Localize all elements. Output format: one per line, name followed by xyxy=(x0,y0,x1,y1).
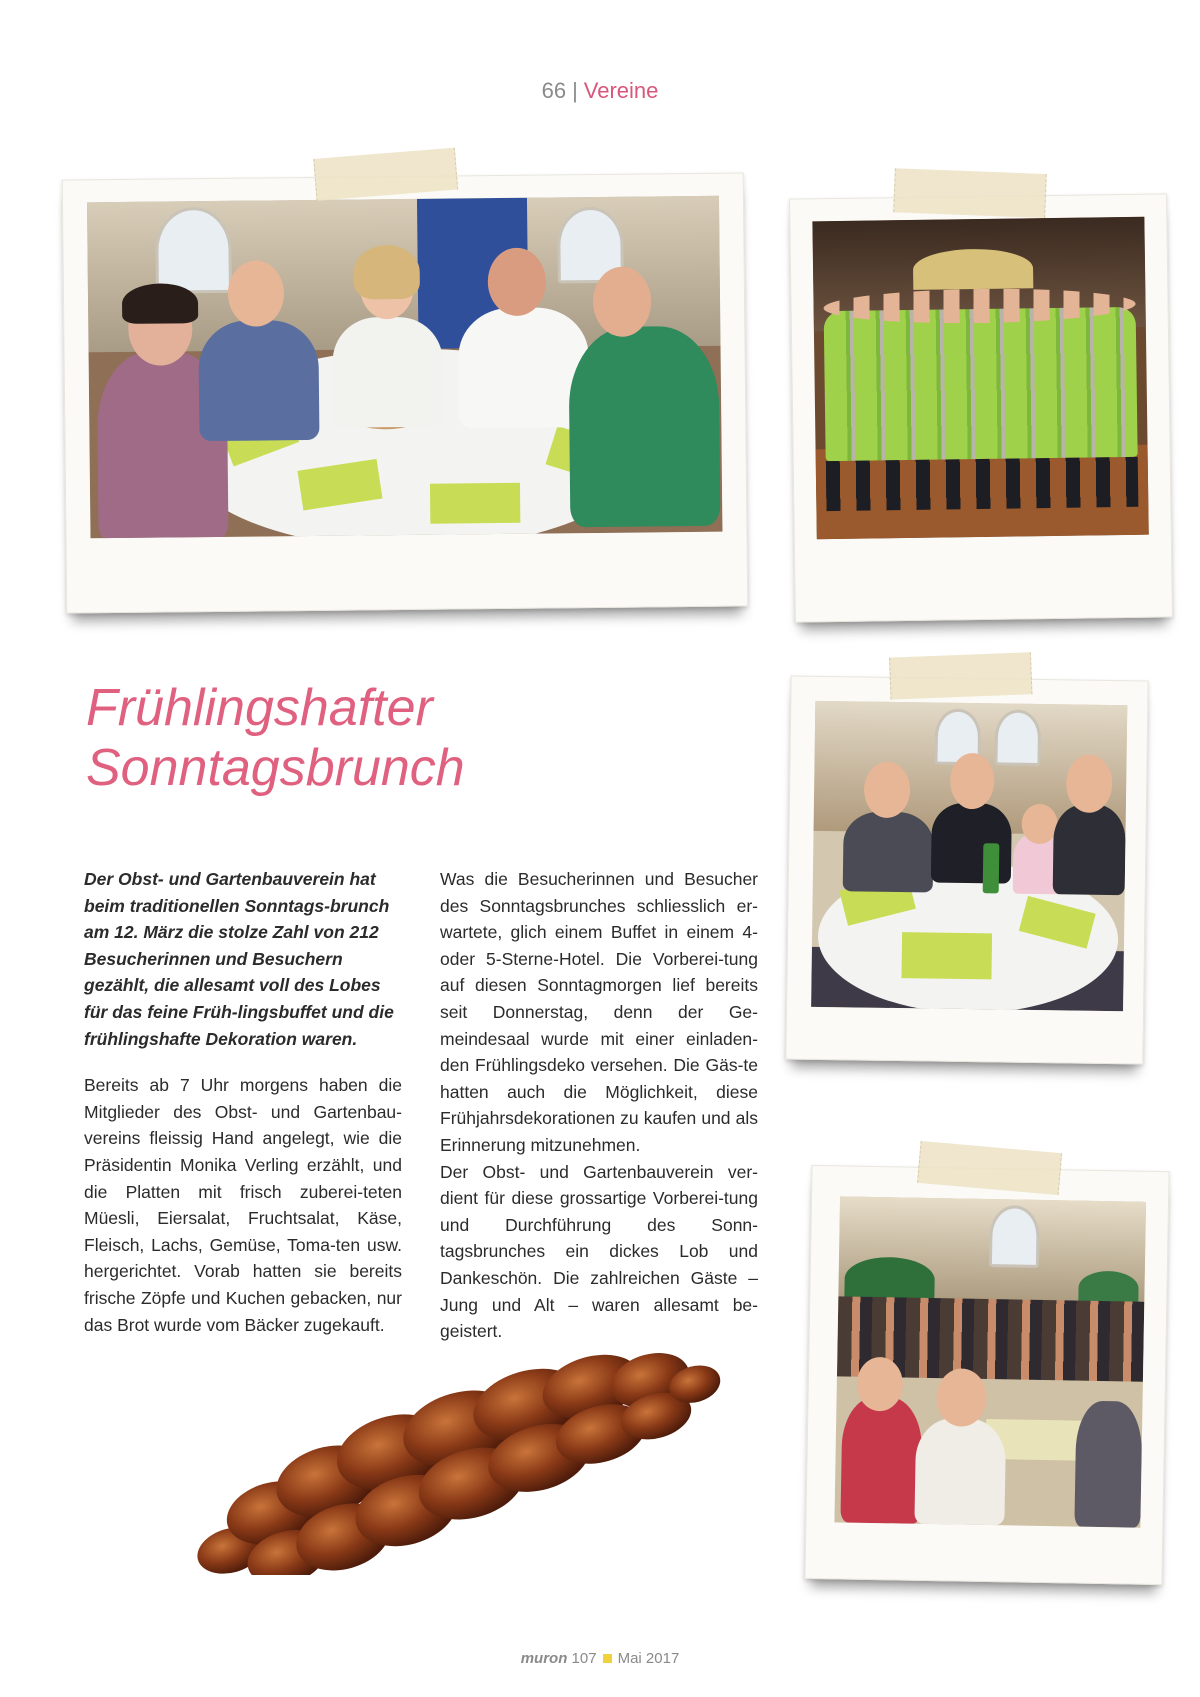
photo-group-volunteers-image xyxy=(812,217,1148,540)
issue-date: Mai 2017 xyxy=(617,1650,680,1667)
photo-brunch-table-image xyxy=(87,196,722,539)
photo-hall-guests-image xyxy=(834,1196,1146,1527)
section-name: Vereine xyxy=(583,78,659,103)
article-title xyxy=(86,678,686,798)
photo-family-table-image xyxy=(811,701,1127,1011)
article-lead: Der Obst- und Gartenbauverein hat beim traditionellen Sonntags-brunch am 12. März die stolze Zahl von 212 Besucherinnen und Besuchern gezählt, die allesamt voll des Lobes für das feine Früh-lingsbuffet und die frühlingshafte Dekoration waren. xyxy=(84,869,394,1049)
tape-strip xyxy=(313,148,458,201)
article-paragraph-3: Der Obst- und Gartenbauverein ver-dient für diese grossartige Vorberei-tung und Durchführung des Sonn-tagsbrunches ein dickes Lob und Dankeschön. Die zahlreichen Gäste – Jung und Alt – waren allesamt be-geistert. xyxy=(440,1161,758,1342)
page-header xyxy=(0,78,1200,104)
issue-number: 107 xyxy=(571,1650,597,1667)
tape-strip xyxy=(893,168,1047,218)
article-column-left xyxy=(84,866,402,1338)
braided-bread-image xyxy=(175,1335,735,1575)
tape-strip xyxy=(917,1141,1062,1195)
page-footer xyxy=(0,1650,1200,1667)
magazine-name: muron xyxy=(520,1650,568,1667)
article-paragraph-1: Bereits ab 7 Uhr morgens haben die Mitglieder des Obst- und Gartenbau-vereins fleissig Hand angelegt, wie die Präsidentin Monika Verling erzählt, und die Platten mit frisch zuberei-teten Müesli, Eiersalat, Fruchtsalat, Käse, Fleisch, Lachs, Gemüse, Toma-ten usw. hergerichtet. Vorab hatten sie bereits frische Zöpfe und Kuchen gebacken, nur das Brot wurde vom Bäcker zugekauft. xyxy=(84,1075,402,1335)
photo-group-volunteers xyxy=(789,193,1173,622)
article-paragraph-2: Was die Besucherinnen und Besucher des Sonntagsbrunches schliesslich er-wartete, glich einem Buffet in einem 4- oder 5-Sterne-Hotel. Die Vorberei-tung auf diesen Sonntagmorgen lief bereits seit Donnerstag, denn der Ge-meindesaal wurde mit einer einladen-den Frühlingsdeko versehen. Die Gäs-te hatten auch die Möglichkeit, diese Frühjahrsdekorationen zu kaufen und als Erinnerung mitzunehmen. xyxy=(440,869,758,1155)
photo-hall-guests xyxy=(804,1165,1169,1585)
tape-strip xyxy=(889,652,1033,699)
photo-family-table xyxy=(785,676,1148,1065)
page-number: 66 xyxy=(541,78,567,103)
photo-brunch-table xyxy=(62,172,749,613)
footer-square-icon xyxy=(603,1654,612,1663)
article-title-line2: Sonntagsbrunch xyxy=(86,739,465,797)
header-separator: | xyxy=(572,78,578,103)
article-title-line1: Frühlingshafter xyxy=(86,679,433,737)
article-column-right xyxy=(440,866,758,1345)
